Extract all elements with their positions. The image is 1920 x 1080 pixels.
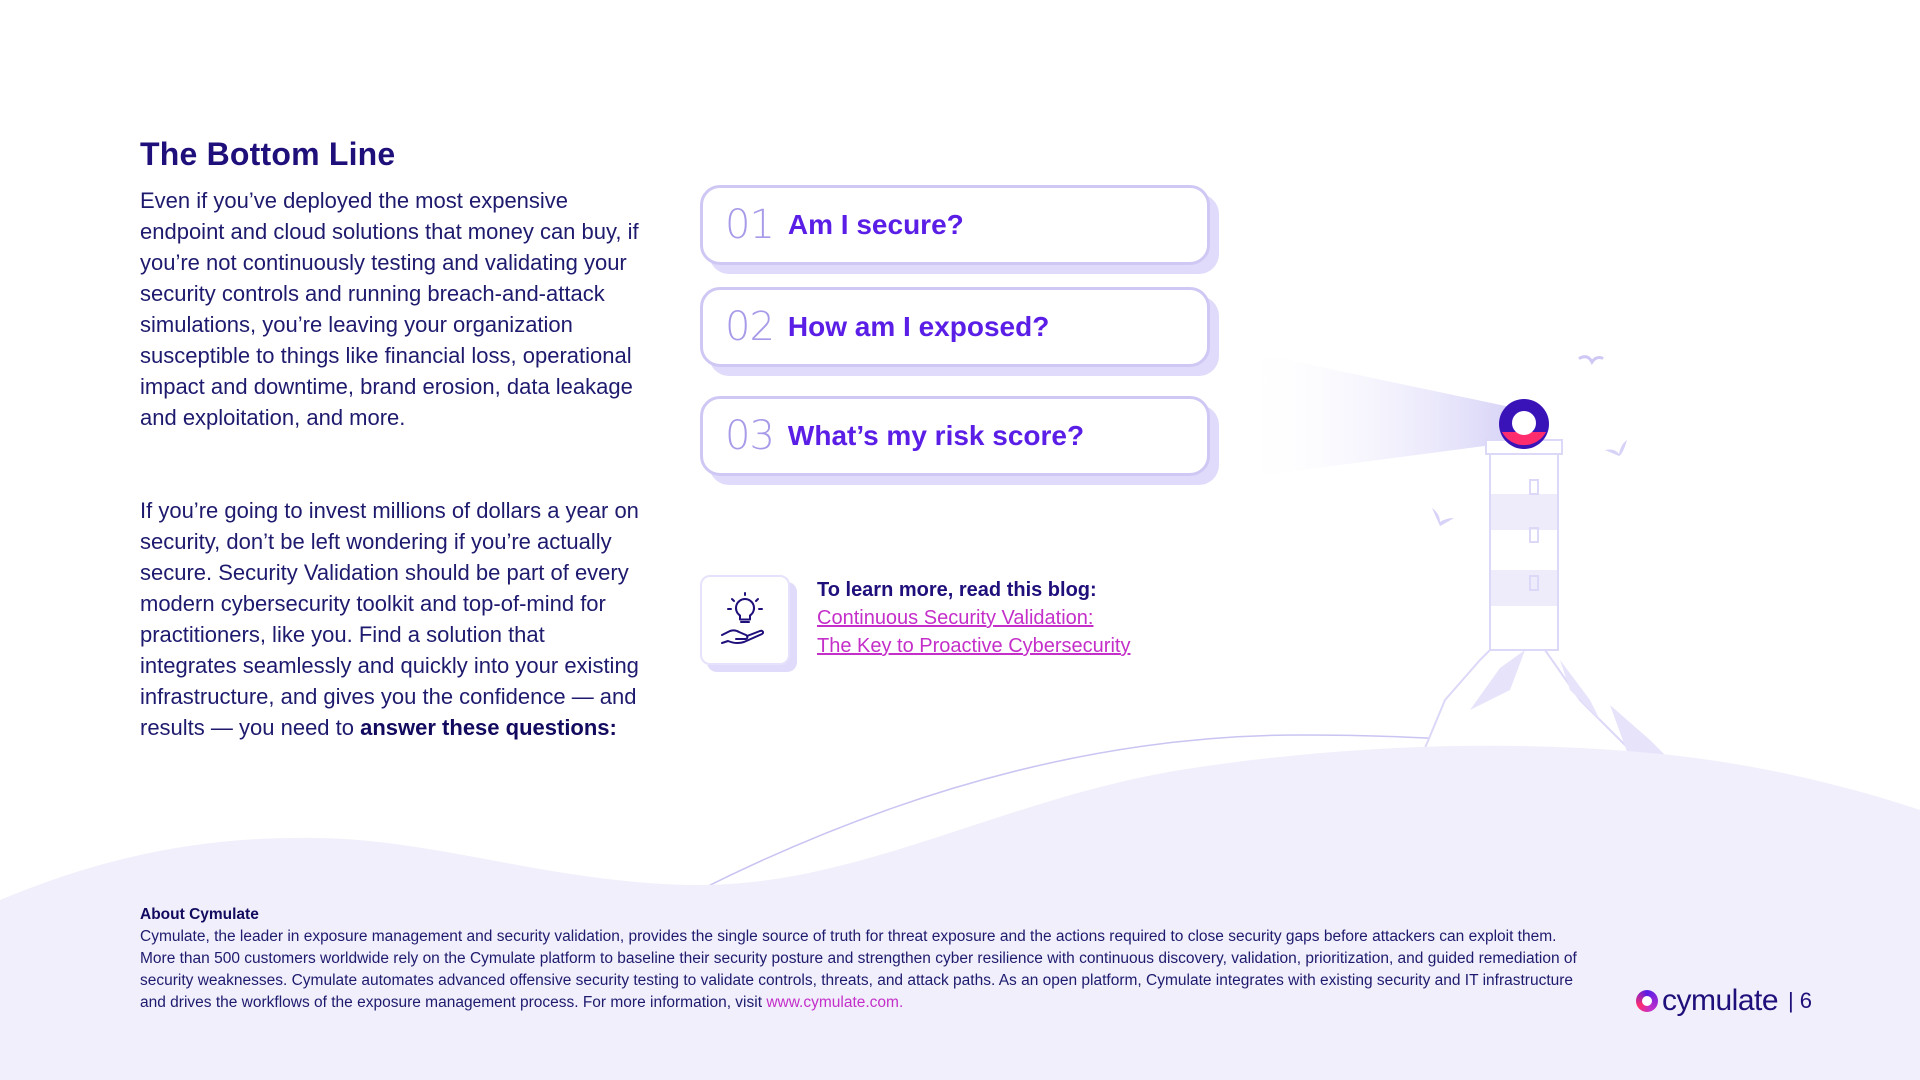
- question-card-3: [700, 396, 1210, 476]
- blog-link-line-2[interactable]: The Key to Proactive Cybersecurity: [817, 635, 1131, 657]
- about-website-link[interactable]: www.cymulate.com.: [766, 994, 904, 1011]
- bird-icon: [1580, 357, 1602, 362]
- lightbulb-hand-icon: [716, 591, 774, 649]
- about-text: Cymulate, the leader in exposure management and security validation, provides the single source of truth for threat exposure and the actions required to close security gaps before attackers can exploit them. More than 500 customers worldwide rely on the Cymulate platform to baseline their security posture and strengthen cyber resilience with continuous discovery, validation, prioritization, and guided remediation of security weaknesses. Cymulate automates advanced offensive security testing to validate controls, threats, and attack paths. As an open platform, Cymulate integrates with existing security and IT infrastructure and drives the workflows of the exposure management process. For more information, visit: [140, 928, 1577, 1011]
- question-text: How am I exposed?: [787, 311, 1050, 342]
- question-number: 03: [725, 413, 774, 459]
- question-text: Am I secure?: [787, 209, 964, 240]
- about-title: About Cymulate: [140, 906, 259, 923]
- about-section: [140, 904, 1580, 1014]
- blog-icon-card: [700, 575, 790, 665]
- page-title: The Bottom Line: [140, 136, 396, 172]
- validation-paragraph: [140, 495, 640, 743]
- question-number: 02: [725, 304, 774, 350]
- cymulate-logo-icon: [1636, 990, 1658, 1012]
- logo-text: cymulate: [1662, 984, 1779, 1017]
- blog-callout: [817, 576, 1130, 660]
- question-card-1: [700, 185, 1210, 265]
- question-card-2: [700, 287, 1210, 367]
- bird-icon: [1605, 440, 1627, 456]
- lighthouse-tower: [1490, 450, 1558, 650]
- validation-paragraph-emphasis: answer these questions:: [360, 715, 617, 740]
- light-beam: [1240, 350, 1515, 478]
- blog-link-line-1[interactable]: Continuous Security Validation:: [817, 607, 1094, 629]
- intro-paragraph: Even if you’ve deployed the most expensive endpoint and cloud solutions that money can buy, if you’re not continuously testing and validating your security controls and running breach-and-attack simulations, you’re leaving your organization susceptible to things like financial loss, operational impact and downtime, brand erosion, data leakage and exploitation, and more.: [140, 188, 639, 430]
- bird-icon: [1432, 508, 1454, 526]
- page-separator: |: [1788, 988, 1794, 1013]
- page-number: 6: [1799, 988, 1813, 1013]
- blog-lead: To learn more, read this blog:: [817, 579, 1097, 601]
- validation-paragraph-text: If you’re going to invest millions of dollars a year on security, don’t be left wondering if you’re actually secure. Security Validation should be part of every modern cybersecurity toolkit and top-of-mind for practitioners, like you. Find a solution that integrates seamlessly and quickly into your existing infrastructure, and gives you the confidence — and results — you need to: [140, 498, 639, 740]
- question-text: What’s my risk score?: [787, 420, 1085, 451]
- question-number: 01: [725, 202, 774, 248]
- footer-logo: [1636, 984, 1812, 1018]
